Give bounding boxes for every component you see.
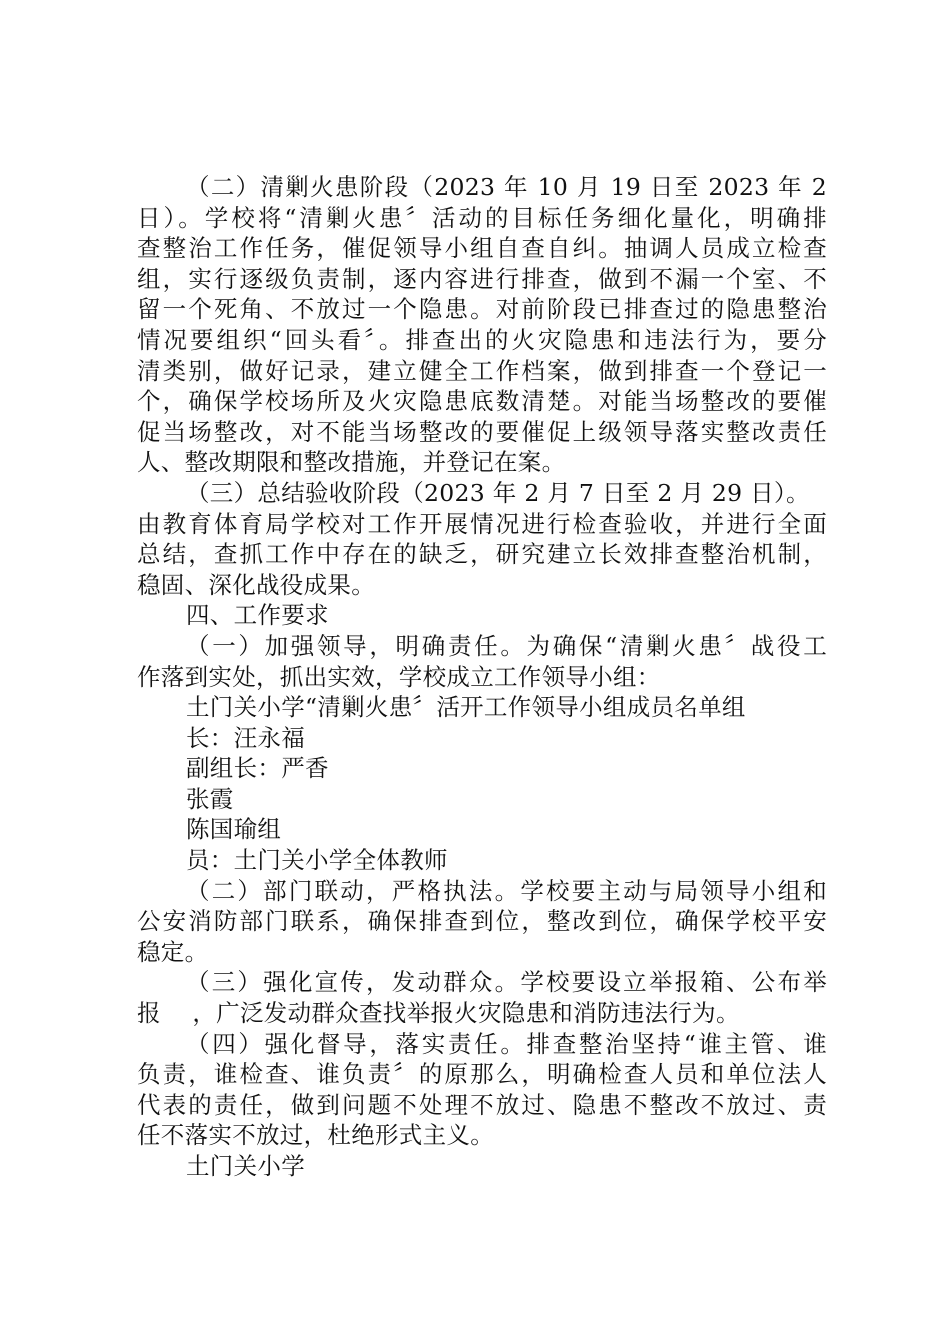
text-line: 日）。学校将“清剿火患〞活动的目标任务细化量化，明确排 [137, 203, 827, 232]
text-line: 由教育体育局学校对工作开展情况进行检查验收，并进行全面 [137, 509, 827, 538]
text-line: 员：土门关小学全体教师 [186, 846, 448, 875]
text-line: 作落到实处，抓出实效，学校成立工作领导小组： [137, 662, 661, 691]
text-line: （三）强化宣传，发动群众。学校要设立举报箱、公布举 [186, 968, 827, 997]
text-line: 人、整改期限和整改措施，并登记在案。 [137, 448, 566, 477]
text-line: 稳定。 [137, 937, 209, 966]
text-line: （二）清剿火患阶段（2023 年 10 月 19 日至 2023 年 2 [186, 173, 827, 201]
text-line: 四、工作要求 [186, 601, 329, 630]
text-line: 情况要组织“回头看〞。排查出的火灾隐患和违法行为，要分 [137, 325, 827, 354]
text-line: 个，确保学校场所及火灾隐患底数清楚。对能当场整改的要催 [137, 387, 827, 416]
text-line: （一）加强领导，明确责任。为确保“清剿火患〞战役工 [186, 631, 827, 660]
text-line: 土门关小学 [186, 1152, 305, 1180]
text-line: 总结，查抓工作中存在的缺乏，研究建立长效排查整治机制， [137, 540, 827, 569]
text-line: 清类别，做好记录，建立健全工作档案，做到排查一个登记一 [137, 356, 827, 385]
text-line: 任不落实不放过，杜绝形式主义。 [137, 1121, 494, 1150]
text-line: （四）强化督导，落实责任。排查整治坚持“谁主管、谁 [186, 1029, 827, 1058]
text-line: 负责，谁检查、谁负责〞的原那么，明确检查人员和单位法人 [137, 1060, 827, 1089]
text-line: 留一个死角、不放过一个隐患。对前阶段已排查过的隐患整治 [137, 295, 827, 324]
text-line: 代表的责任，做到问题不处理不放过、隐患不整改不放过、责 [137, 1090, 827, 1119]
document-body [137, 172, 827, 1182]
text-line: 组，实行逐级负责制，逐内容进行排查，做到不漏一个室、不 [137, 264, 827, 293]
text-line: （二）部门联动，严格执法。学校要主动与局领导小组和 [186, 876, 827, 905]
text-line: 张霞 [186, 784, 234, 813]
text-line: 查整治工作任务，催促领导小组自查自纠。抽调人员成立检查 [137, 234, 827, 263]
text-line: 公安消防部门联系，确保排查到位，整改到位，确保学校平安 [137, 907, 827, 936]
text-line: 稳固、深化战役成果。 [137, 570, 375, 599]
text-line: 促当场整改，对不能当场整改的要催促上级领导落实整改责任 [137, 417, 827, 446]
text-line: 副组长：严香 [186, 754, 329, 783]
text-line: 陈国瑜组 [186, 815, 282, 844]
text-line: （三）总结验收阶段（2023 年 2 月 7 日至 2 月 29 日）。 [186, 478, 810, 507]
text-line: 土门关小学“清剿火患〞活开工作领导小组成员名单组 [186, 693, 746, 722]
text-line: 报 ，广泛发动群众查找举报火灾隐患和消防违法行为。 [137, 999, 740, 1028]
text-line: 长：汪永福 [186, 723, 305, 752]
